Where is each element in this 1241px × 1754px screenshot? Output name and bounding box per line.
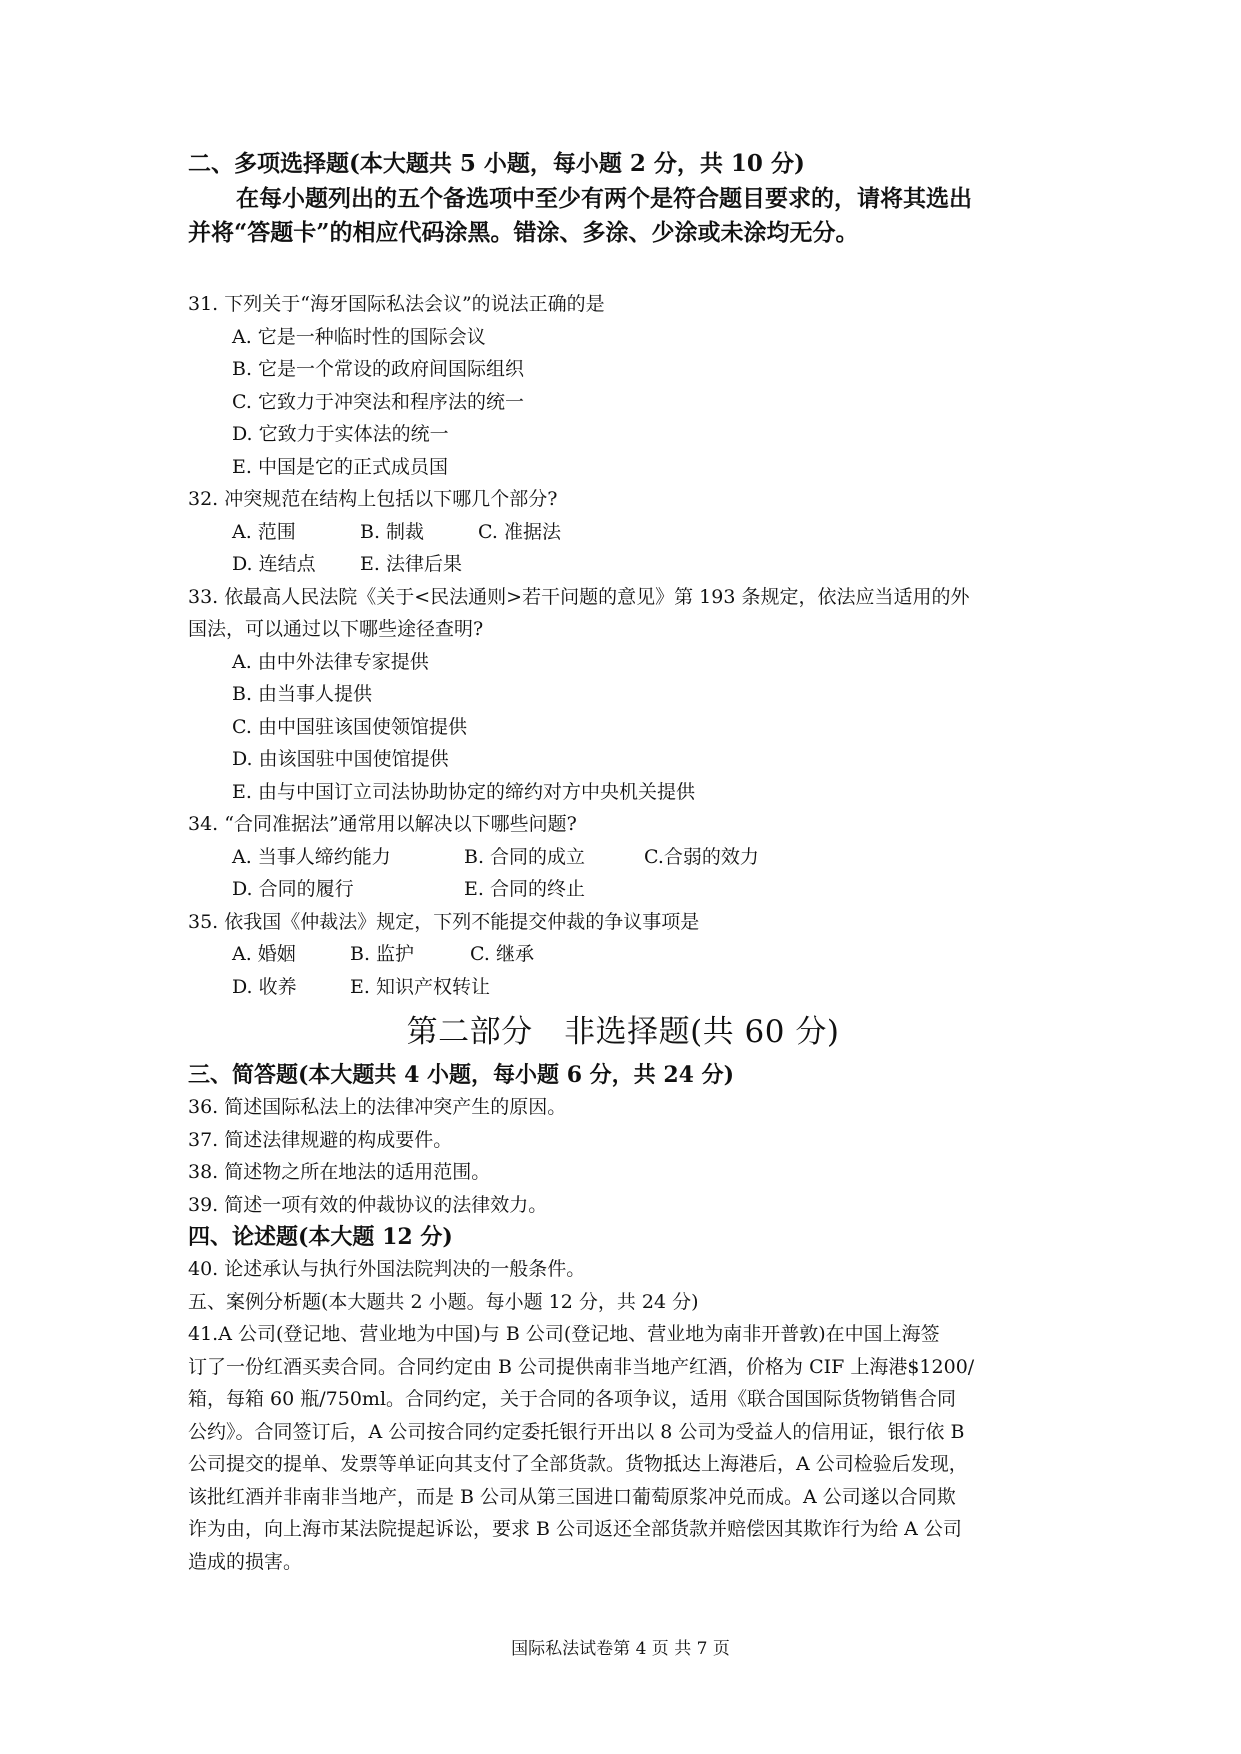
option-d: D. 收养 <box>232 975 297 998</box>
option-a: A. 由中外法律专家提供 <box>232 650 429 673</box>
part-2-title: 第二部分 非选择题(共 60 分) <box>406 1014 840 1050</box>
question-stem: 32. 冲突规范在结构上包括以下哪几个部分? <box>188 488 558 510</box>
option-row-2 <box>188 971 1058 1004</box>
instruction-line-1: 在每小题列出的五个备选项中至少有两个是符合题目要求的，请将其选出 <box>236 185 972 212</box>
page-footer: 国际私法试卷第 4 页 共 7 页 <box>511 1639 730 1659</box>
section-2-heading: 二、多项选择题(本大题共 5 小题，每小题 2 分，共 10 分) <box>188 150 805 177</box>
question-stem: 35. 依我国《仲裁法》规定，下列不能提交仲裁的争议事项是 <box>188 910 700 933</box>
option-e: E. 法律后果 <box>360 553 462 575</box>
option-c: C.合弱的效力 <box>644 845 759 868</box>
question-32 <box>188 483 1058 581</box>
option-c: C. 准据法 <box>478 520 561 543</box>
question-37: 37. 简述法律规避的构成要件。 <box>188 1128 453 1151</box>
option-b: B. 制裁 <box>360 520 425 543</box>
case-line: 该批红酒并非南非当地产，而是 B 公司从第三国进口葡萄原浆冲兑而成。A 公司遂以合同欺 <box>188 1485 956 1508</box>
question-39: 39. 简述一项有效的仲裁协议的法律效力。 <box>188 1193 548 1216</box>
option-d: D. 它致力于实体法的统一 <box>232 423 449 445</box>
option-e: E. 中国是它的正式成员国 <box>232 455 448 478</box>
case-line: 订了一份红酒买卖合同。合同约定由 B 公司提供南非当地产红酒，价格为 CIF 上海港$1200/ <box>188 1355 975 1378</box>
option-b: B. 监护 <box>350 943 415 965</box>
question-36: 36. 简述国际私法上的法律冲突产生的原因。 <box>188 1096 567 1118</box>
option-d: D. 合同的履行 <box>232 878 354 900</box>
instruction-line-2: 并将“答题卡”的相应代码涂黑。错涂、多涂、少涂或未涂均无分。 <box>188 219 859 246</box>
option-b: B. 它是一个常设的政府间国际组织 <box>232 358 525 380</box>
question-35 <box>188 906 1058 1004</box>
option-a: A. 它是一种临时性的国际会议 <box>232 325 486 348</box>
option-c: C. 由中国驻该国使领馆提供 <box>232 715 467 738</box>
question-41 <box>188 1318 1058 1578</box>
option-e: E. 由与中国订立司法协助协定的缔约对方中央机关提供 <box>232 780 695 803</box>
case-line: 公约》。合同签订后，A 公司按合同约定委托银行开出以 8 公司为受益人的信用证，银行依 B <box>188 1420 965 1443</box>
question-40: 40. 论述承认与执行外国法院判决的一般条件。 <box>188 1258 586 1280</box>
option-b: B. 由当事人提供 <box>232 683 373 705</box>
option-d: D. 由该国驻中国使馆提供 <box>232 748 449 770</box>
option-a: A. 当事人缔约能力 <box>232 845 391 868</box>
question-31 <box>188 288 1058 483</box>
case-line: 公司提交的提单、发票等单证向其支付了全部货款。货物抵达上海港后，A 公司检验后发现， <box>188 1453 968 1475</box>
question-stem: 34. “合同准据法”通常用以解决以下哪些问题? <box>188 813 577 835</box>
option-c: C. 继承 <box>470 943 534 965</box>
option-a: A. 范围 <box>232 520 296 543</box>
option-row-1 <box>188 938 1058 971</box>
question-38: 38. 简述物之所在地法的适用范围。 <box>188 1161 491 1183</box>
option-row-2 <box>188 548 1058 581</box>
case-line: 箱，每箱 60 瓶/750ml。合同约定，关于合同的各项争议，适用《联合国国际货物销售合同 <box>188 1388 957 1410</box>
section-3-heading: 三、简答题(本大题共 4 小题，每小题 6 分，共 24 分) <box>188 1062 735 1088</box>
case-line: 造成的损害。 <box>188 1550 303 1573</box>
question-stem-line-2: 国法，可以通过以下哪些途径查明? <box>188 618 484 640</box>
section-5-heading: 五、案例分析题(本大题共 2 小题。每小题 12 分，共 24 分) <box>188 1290 699 1313</box>
question-33 <box>188 581 1058 809</box>
option-b: B. 合同的成立 <box>464 845 586 868</box>
section-2-instruction <box>188 182 1058 250</box>
case-line: 41.A 公司(登记地、营业地为中国)与 B 公司(登记地、营业地为南非开普敦)在中国上海签 <box>188 1323 940 1345</box>
option-c: C. 它致力于冲突法和程序法的统一 <box>232 390 524 413</box>
option-row-1 <box>188 516 1058 549</box>
option-a: A. 婚姻 <box>232 943 296 965</box>
option-row-1 <box>188 841 1058 874</box>
option-e: E. 知识产权转让 <box>350 975 490 998</box>
option-row-2 <box>188 873 1058 906</box>
question-stem: 31. 下列关于“海牙国际私法会议”的说法正确的是 <box>188 293 605 315</box>
section-4-heading: 四、论述题(本大题 12 分) <box>188 1224 453 1250</box>
question-34 <box>188 808 1058 906</box>
case-line: 诈为由，向上海市某法院提起诉讼，要求 B 公司返还全部货款并赔偿因其欺诈行为给 A 公司 <box>188 1518 962 1540</box>
question-stem-line-1: 33. 依最高人民法院《关于<民法通则>若干问题的意见》第 193 条规定，依法应当适用的外 <box>188 585 970 608</box>
option-d: D. 连结点 <box>232 553 316 575</box>
page-content <box>188 148 1058 1578</box>
option-e: E. 合同的终止 <box>464 878 585 900</box>
